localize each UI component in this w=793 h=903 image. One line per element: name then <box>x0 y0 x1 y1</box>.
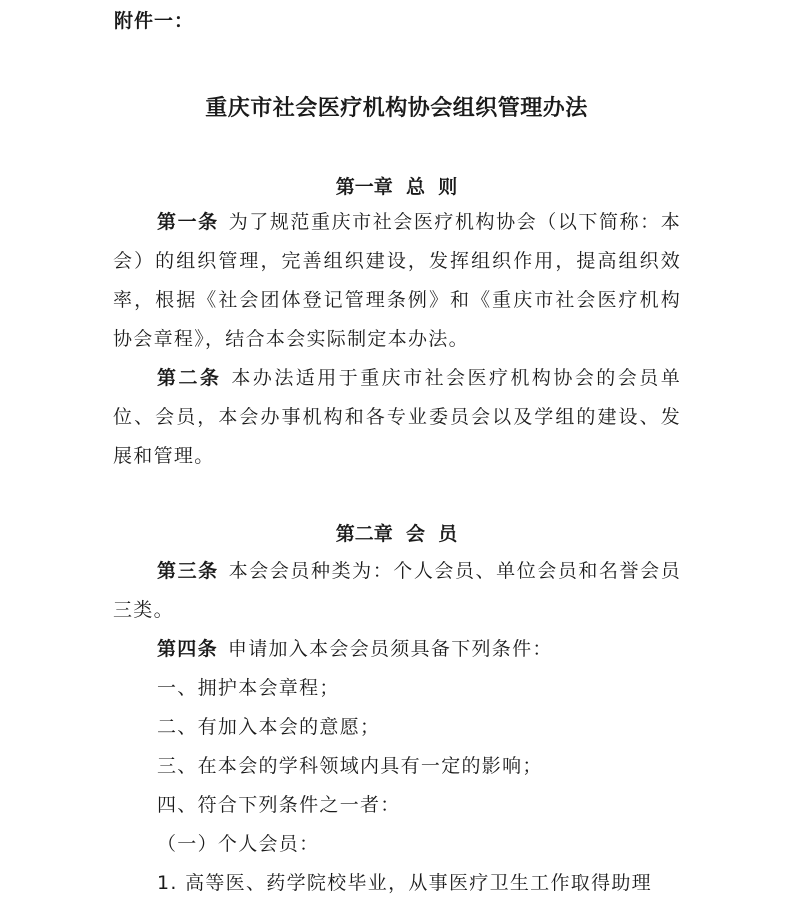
article-paragraph <box>113 359 681 476</box>
article-text: 本会会员种类为：个人会员、单位会员和名誉会员三类。 <box>113 560 681 621</box>
article-paragraph <box>113 552 681 630</box>
article-label: 第四条 <box>157 638 218 660</box>
list-item: （一）个人会员： <box>157 833 320 855</box>
attachment-label: 附件一： <box>114 10 195 32</box>
list-item: 四、符合下列条件之一者： <box>157 794 401 816</box>
chapter-heading: 第一章 总 则 <box>335 176 458 198</box>
document-title: 重庆市社会医疗机构协会组织管理办法 <box>205 96 588 121</box>
list-item: 三、在本会的学科领域内具有一定的影响； <box>157 755 543 777</box>
list-item: 二、有加入本会的意愿； <box>157 716 381 738</box>
article-text: 申请加入本会会员须具备下列条件： <box>227 638 553 660</box>
article-text: 本办法适用于重庆市社会医疗机构协会的会员单位、会员，本会办事机构和各专业委员会以及学组的建设、发展和管理。 <box>113 367 681 467</box>
article-paragraph <box>113 203 681 359</box>
list-item: 一、拥护本会章程； <box>157 677 340 699</box>
chapter-heading: 第二章 会 员 <box>335 523 458 545</box>
article-label: 第一条 <box>157 211 219 233</box>
article-paragraph <box>157 630 553 669</box>
article-label: 第二条 <box>157 367 222 389</box>
article-text: 为了规范重庆市社会医疗机构协会（以下简称：本会）的组织管理，完善组织建设，发挥组织作用，提高组织效率，根据《社会团体登记管理条例》和《重庆市社会医疗机构协会章程》，结合本会实际制定本办法。 <box>113 211 681 350</box>
list-item: 1. 高等医、药学院校毕业，从事医疗卫生工作取得助理 <box>157 872 652 894</box>
article-label: 第三条 <box>157 560 219 582</box>
